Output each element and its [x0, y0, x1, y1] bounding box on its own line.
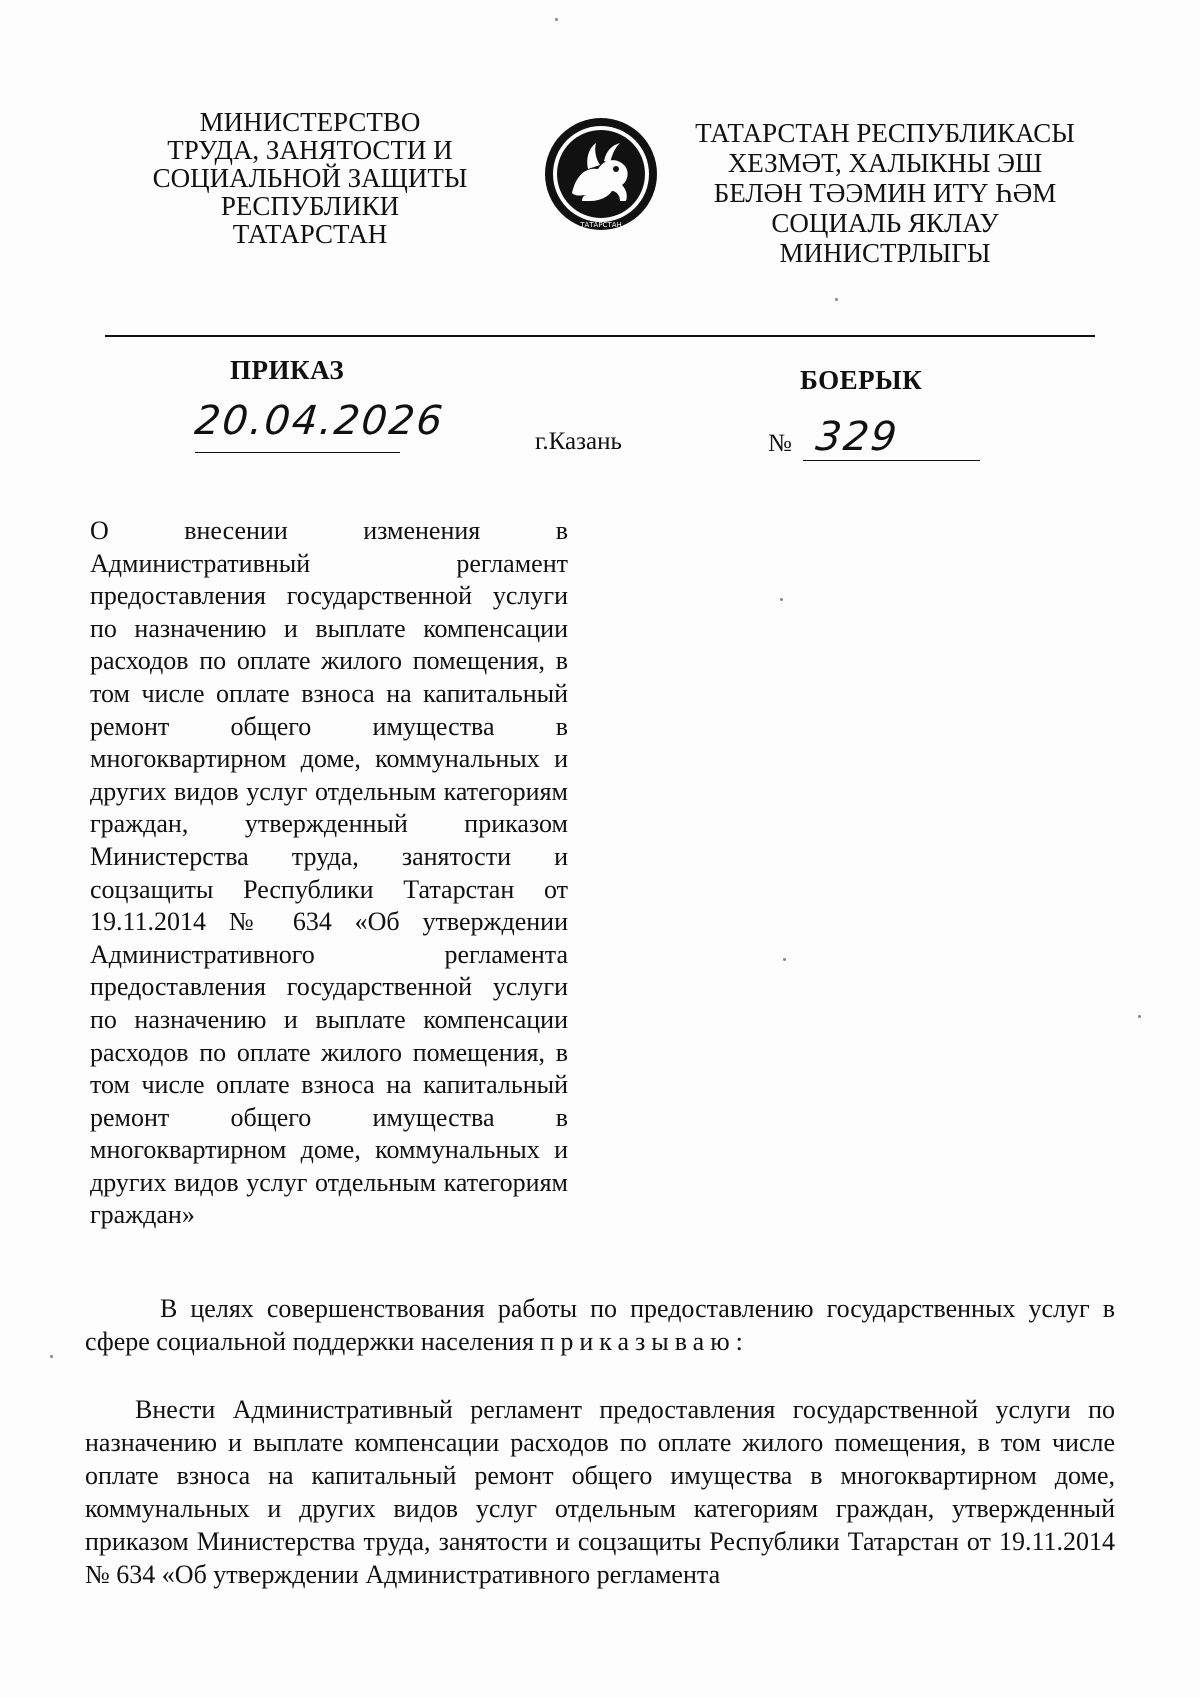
order-title-tt: БОЕРЫК	[800, 365, 923, 395]
preamble-paragraph	[85, 1292, 1115, 1358]
ministry-name-ru-line: СОЦИАЛЬНОЙ ЗАЩИТЫ	[152, 163, 468, 193]
order-subject-text: О внесении изменения в Административный регламент предоставления государственной услуги по назначению и выплате компенсации расходов по оплате жилого помещения, в том числе оплате взноса на капитальный ремонт общего имущества в многоквартирном доме, коммунальных и других видов услуг отдельным категориям граждан, утвержденный приказом Министерства труда, занятости и соцзащиты Республики Татарстан от 19.11.2014 № 634 «Об утверждении Административного регламента предоставления государственной услуги по назначению и выплате компенсации расходов по оплате жилого помещения, в том числе оплате взноса на капитальный ремонт общего имущества в многоквартирном доме, коммунальных и других видов услуг отдельным категориям граждан»	[90, 516, 568, 1230]
number-sign: №	[768, 430, 792, 457]
order-date: 20.04.2026	[192, 398, 447, 444]
tatarstan-coat-of-arms-icon	[542, 115, 660, 233]
order-title-ru: ПРИКАЗ	[230, 355, 345, 385]
scan-speck	[1138, 1015, 1141, 1018]
ministry-name-ru-line: МИНИСТЕРСТВО	[199, 107, 421, 137]
ministry-name-tt	[675, 118, 1095, 268]
scan-speck	[783, 958, 786, 961]
ministry-name-ru	[120, 108, 500, 248]
order-command: приказываю:	[540, 1327, 749, 1356]
ministry-name-ru-line: ТРУДА, ЗАНЯТОСТИ И	[167, 135, 453, 165]
ministry-name-tt-line: ХЕЗМӘТ, ХАЛЫКНЫ ЭШ	[727, 148, 1043, 178]
date-underline	[195, 452, 400, 453]
scan-speck	[555, 18, 558, 21]
preamble-text: В целях совершенствования работы по предоставлению государственных услуг в сфере социальной поддержки населения	[85, 1294, 1115, 1356]
ministry-name-tt-line: БЕЛӘН ТӘЭМИН ИТҮ ҺӘМ	[713, 178, 1057, 208]
order-subject	[90, 515, 568, 1232]
ministry-name-ru-line: ТАТАРСТАН	[232, 219, 388, 249]
scan-speck	[50, 1355, 53, 1358]
ministry-name-ru-line: РЕСПУБЛИКИ	[220, 191, 400, 221]
scan-speck	[780, 598, 783, 601]
order-city: г.Казань	[535, 428, 622, 455]
emblem-text: ТАТАРСТАН	[580, 221, 622, 229]
header-divider	[105, 335, 1095, 337]
scan-speck	[835, 298, 838, 301]
ministry-name-tt-line: СОЦИАЛЬ ЯКЛАУ	[771, 208, 999, 238]
order-number: 329	[813, 414, 901, 460]
number-underline	[803, 460, 980, 461]
directive-paragraph	[85, 1393, 1115, 1591]
directive-text: Внести Административный регламент предоставления государственной услуги по назначению и выплате компенсации расходов по оплате жилого помещения, в том числе оплате взноса на капитальный ремонт общего имущества в многоквартирном доме, коммунальных и других видов услуг отдельным категориям граждан, утвержденный приказом Министерства труда, занятости и соцзащиты Республики Татарстан от 19.11.2014 № 634 «Об утверждении Административного регламента	[85, 1395, 1115, 1589]
ministry-name-tt-line: ТАТАРСТАН РЕСПУБЛИКАСЫ	[695, 118, 1075, 148]
ministry-name-tt-line: МИНИСТРЛЫГЫ	[779, 238, 991, 268]
